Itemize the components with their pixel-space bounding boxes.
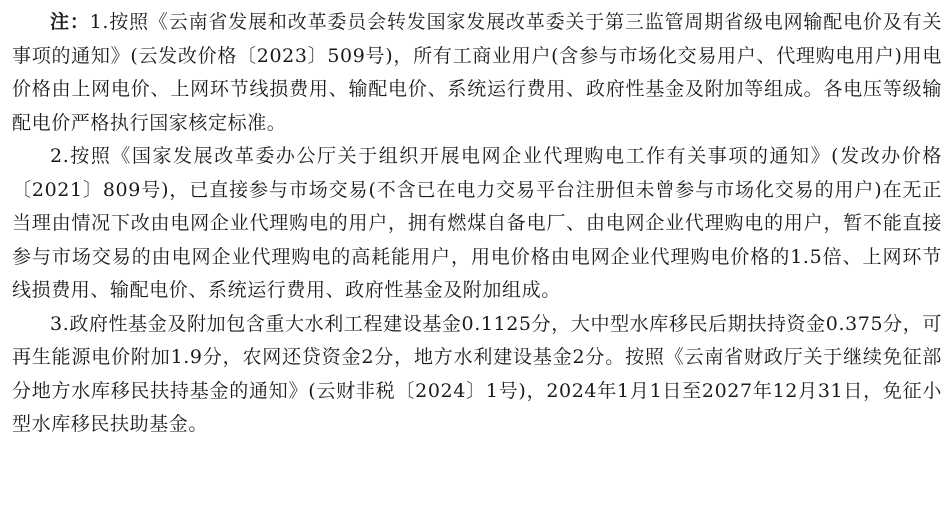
note-item-3 bbox=[12, 308, 942, 442]
note-item-1 bbox=[12, 6, 942, 140]
note-item-2 bbox=[12, 140, 942, 308]
note-label: 注： bbox=[50, 11, 90, 33]
note-item-2-text: 2.按照《国家发展改革委办公厅关于组织开展电网企业代理购电工作有关事项的通知》(发改办价格〔2021〕809号)，已直接参与市场交易(不含已在电力交易平台注册但未曾参与市场化交易的用户)在无正当理由情况下改由电网企业代理购电的用户，拥有燃煤自备电厂、由电网企业代理购电的用户，暂不能直接参与市场交易的由电网企业代理购电的高耗能用户，用电价格由电网企业代理购电价格的1.5倍、上网环节线损费用、输配电价、系统运行费用、政府性基金及附加组成。 bbox=[12, 145, 942, 301]
note-item-1-text: 1.按照《云南省发展和改革委员会转发国家发展改革委关于第三监管周期省级电网输配电价及有关事项的通知》(云发改价格〔2023〕509号)，所有工商业用户(含参与市场化交易用户、代理购电用户)用电价格由上网电价、上网环节线损费用、输配电价、系统运行费用、政府性基金及附加等组成。各电压等级输配电价严格执行国家核定标准。 bbox=[12, 11, 943, 134]
note-item-3-text: 3.政府性基金及附加包含重大水利工程建设基金0.1125分，大中型水库移民后期扶持资金0.375分，可再生能源电价附加1.9分，农网还贷资金2分，地方水利建设基金2分。按照《云南省财政厅关于继续免征部分地方水库移民扶持基金的通知》(云财非税〔2024〕1号)，2024年1月1日至2027年12月31日，免征小型水库移民扶助基金。 bbox=[12, 312, 942, 435]
